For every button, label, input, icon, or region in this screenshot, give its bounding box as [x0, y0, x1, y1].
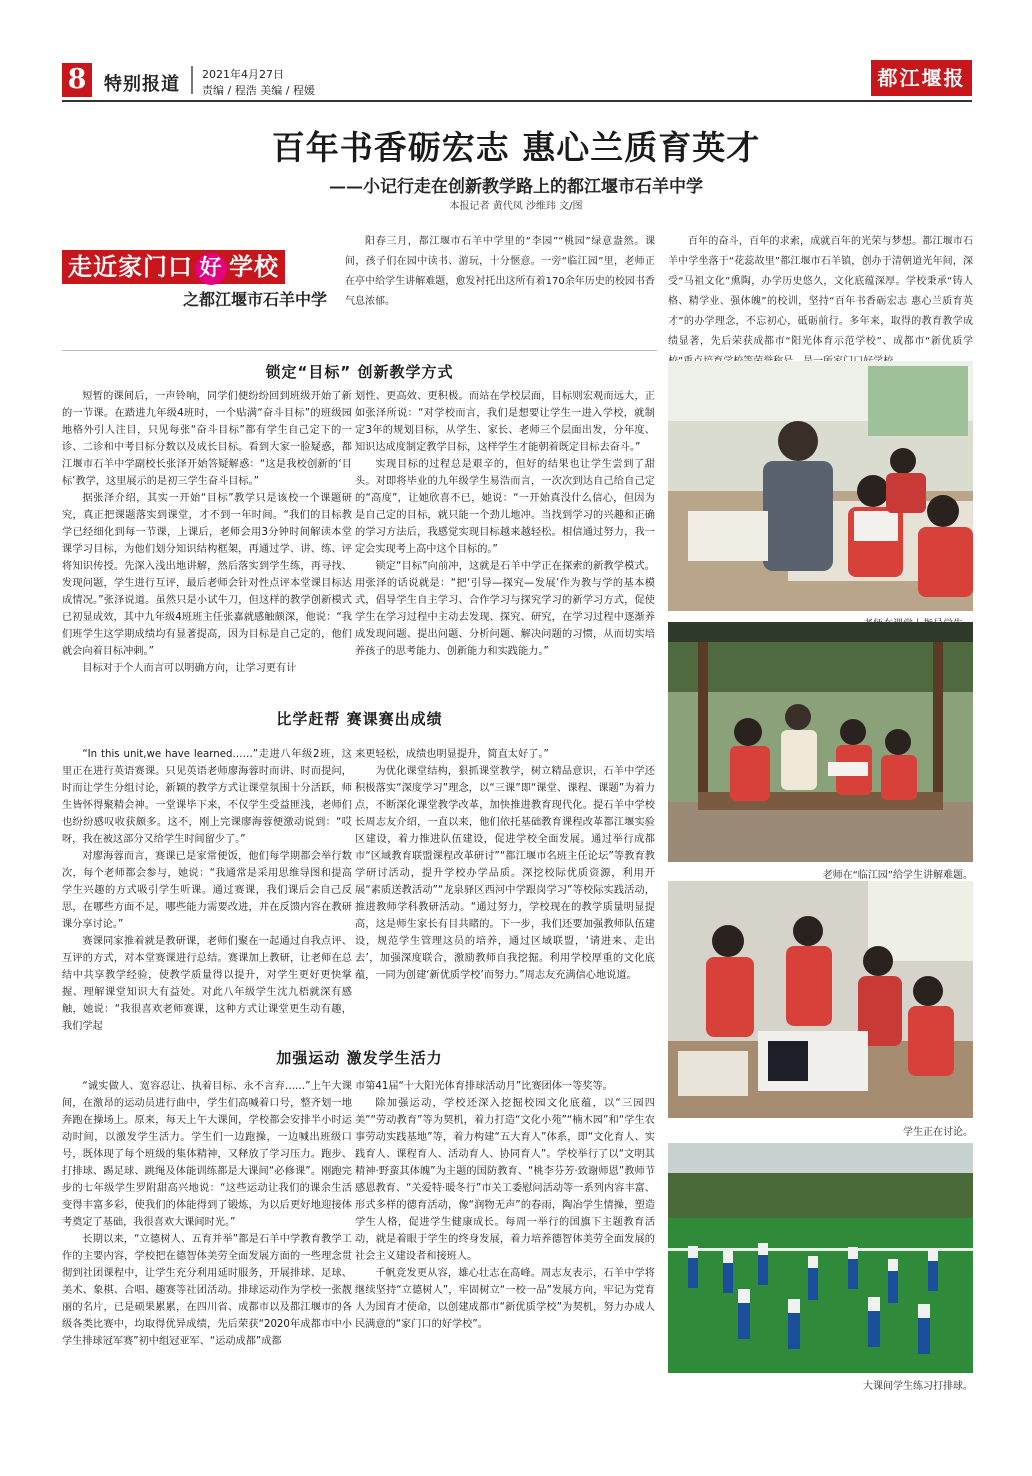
header-rule — [62, 100, 972, 102]
paragraph: 锁定“目标”向前冲，这就是石羊中学正在探索的新教学模式。用张泽的话说就是：“把‘引导—探究—发展’作为教与学的基本模式，倡导学生自主学习、合作学习与探究学习的新学习方式，促使学生在学习过程中主动去发现、探究、研究，在学习过程中逐渐养成发现问题、提出问题、分析问题、解决问题的习惯，从而切实培养孩子的思考能力、创新能力和实践能力。” — [355, 561, 655, 657]
byline: 本报记者 黄代凤 沙维玮 文/图 — [449, 201, 583, 212]
paragraph: 实现目标的过程总是艰辛的，但好的结果也让学生尝到了甜头。对即将毕业的九年级学生易浩而言，一次次到达自己给自己定的“高度”，让她欣喜不已，她说：“一开始真没什么信心，但因为是自己定的目标，就只能一个劲儿地冲。当找到学习的兴趣和正确的学习方法后，我感觉实现目标越来越轻松。相信通过努力，我一定会实现考上高中这个目标的。” — [355, 459, 655, 555]
banner-part2: 学校 — [229, 253, 279, 281]
intro-column-1 — [345, 232, 655, 312]
editors-credit: 责编 / 程浩 美编 / 程媛 — [202, 84, 315, 97]
paragraph: 千帆竞发更从容，雄心壮志在高峰。周志友表示，石羊中学将继续坚持“立德树人”，牢固树立“一校一品”发展方向，牢记为党育人为国育才使命，以创建成都市“新优质学校”为契机，努力办成人民满意的“家门口的好学校”。 — [355, 1268, 655, 1330]
paragraph: 市第41届“十大阳光体育排球活动月”比赛团体一等奖等。 — [355, 1081, 613, 1092]
photo-pavilion — [668, 622, 973, 862]
masthead-logo: 都江堰报 — [871, 60, 972, 96]
paragraph: 据张泽介绍，其实一开始“目标”教学只是该校一个课题研究，真正把课题落实到课堂，才不到一年时间。“我们的目标教学已经细化到每一节课，上课后，老师会用3分钟时间解读本堂课学习目标，为他们划分知识结构框架，再通过学、讲、练、评将知识传授。先深入浅出地讲解，然后落实到学生练，再寻找、发现问题，学生进行互评，最后老师会针对性点评本堂课目标达成情况。”张泽说道。虽然只是小试牛刀，但这样的教学创新模式已初显成效，其中九年级4班班主任张嘉就感触颇深，他说：“我们班学生这学期成绩均有显著提高，因为目标是自己定的，他们就会向着目标冲刺。” — [62, 493, 352, 657]
section-3-column-1 — [62, 1078, 352, 1382]
banner-part1: 走近家门口 — [68, 253, 193, 281]
section-3-column-2 — [355, 1078, 655, 1382]
photo-caption-3: 学生正在讨论。 — [903, 1127, 973, 1138]
paragraph: 来更轻松，成绩也明显提升，简直太好了。” — [355, 749, 549, 760]
intro-column-2 — [668, 232, 973, 372]
subheadline: ——小记行走在创新教学路上的都江堰市石羊中学 — [329, 177, 703, 197]
section-heading-1: 锁定“目标” 创新教学方式 — [265, 363, 454, 381]
paragraph: “诚实做人、宽容忍让、执着目标、永不言弃……”上午大课间，在激昂的运动员进行曲中，学生们高喊着口号，整齐划一地奔跑在操场上。原来，每天上午大课间，学校都会安排半小时运动时间，以激发学生活力。学生们一边跑操，一边喊出班级口号，既体现了每个班级的集体精神，又释放了学习压力。跑步、打排球、踢足球、跳绳及体能训练都是大课间“必修课”。刚跑完步的七年级学生罗附甜高兴地说：“这些运动让我们的课余生活变得丰富多彩，使我们的体能得到了锻炼，为以后更好地迎接体考奠定了基础，我很喜欢大课间时光。” — [62, 1081, 352, 1228]
section-heading-3: 加强运动 激发学生活力 — [276, 1049, 443, 1067]
paragraph: 目标对于个人而言可以明确方向，让学习更有计 — [82, 663, 297, 674]
paragraph: 赛课同家推着就是教研课，老师们聚在一起通过自我点评、互评的方式，对本堂赛课进行总结。赛课加上教研，让老师在总结中共享教学经验，使教学质量得以提升，对学生更好更快掌握、理解课堂知识大有益处。对此八年级学生沈九梧就深有感触，她说：“我很喜欢老师赛课，这种方式让课堂更生动有趣，我们学起 — [62, 936, 352, 1032]
paragraph: 除加强运动，学校还深入挖掘校园文化底蕴，以“三园四美”“劳动教育”等为契机，着力打造“文化小苑”“楠木园”和“学生农事劳动实践基地”等，着力构建“五大育人”体系，即“文化育人、实践育人、课程育人、活动育人、协同育人”。学校举行了以“文明其精神·野蛮其体魄”为主题的国防教育、“桃李芬芳·致谢师恩”教师节感恩教育、“关爱特·暖冬行”市关工委慰问活动等一系列内容丰富、形式多样的德育活动，像“润物无声”的春雨，陶冶学生情操，塑造学生人格，促进学生健康成长。每周一举行的国旗下主题教育活动，就是着眼于学生的终身发展，着力培养德智体美劳全面发展的社会主义建设者和接班人。 — [355, 1098, 655, 1262]
intro-paragraph: 百年的奋斗，百年的求索，成就百年的光荣与梦想。都江堰市石羊中学坐落于“花蕊故里”都江堰市石羊镇，创办于清朝道光年间，深受“马祖文化”熏陶，办学历史悠久，文化底蕴深厚。学校秉承“铸人格、精学业、强体魄”的校训，坚持“百年书香砺宏志 惠心兰质育英才”的办学理念，不忘初心，砥砺前行。多年来，取得的教育教学成绩显著，先后荣获成都市“阳光体育示范学校”、成都市“新优质学 — [668, 236, 973, 347]
photo-caption-4: 大课间学生练习打排球。 — [863, 1381, 973, 1392]
section-2-column-1 — [62, 746, 352, 1032]
banner-title — [62, 250, 285, 284]
paragraph: “In this unit,we have learned……”走进八年级2班，这里正在进行英语赛课。只见英语老师廖海蓉时而讲、时而提问，时而让学生分组讨论，新颖的教学方式让课堂氛围十分活跃，师生皆怀得聚精会神。一堂课毕下来，不仅学生受益匪浅，老师们也纷纷感叹收获颇多。这不，刚上完课廖海蓉便激动说到：“哎呀，我在被这部分又给学生时间留少了。” — [62, 749, 352, 845]
banner-highlight: 好 — [195, 253, 227, 285]
paragraph: 对廖海蓉而言，赛课已是家常便饭，他们每学期都会举行数次，每个老师都会参与，她说：“我通常是采用思维导图和提高学生兴趣的方式吸引学生听课。通过赛课，我们课后会自己反思，在哪些方面不足，哪些能力需要改进，并在反馈内容在教研课分享讨论。” — [62, 851, 352, 930]
divider — [62, 350, 657, 351]
section-1-column-1 — [62, 388, 352, 688]
issue-date: 2021年4月27日 — [202, 68, 284, 81]
photo-classroom-image — [668, 361, 973, 611]
banner-subtitle: 之都江堰市石羊中学 — [182, 290, 327, 309]
section-1-column-2 — [355, 388, 655, 688]
paragraph: 为优化课堂结构，狠抓课堂教学，树立精品意识，石羊中学还积极落实“深度学习”理念，以“三课”即“课堂、课程、课题”为着力点，不断深化课堂教学改革，加快推进教育现代化。提石羊中学校长周志友介绍，一直以来，他们依托基础教育课程改革都江堰实验区建设，着力推进队伍建设，促进学校全面发展。通过举行成都市“区域教育联盟课程改革研讨”“都江堰市名班主任论坛”等教育教学研讨活动，提升学校办学品质。深挖校际优质资源，利用开展“素质送教活动”“龙泉驿区西河中学跟岗学习”等校际实践活动，推进教师学科教研活动。“通过努力，学校现在的教学质量明显提高，这是师生家长有目共睹的。下一步，我们还要加强教师队伍建设，规范学生管理这员的培养，通过区域联盟，‘请进来、走出去’，加强深度联合，激励教师自我挖掘。利用学校厚重的文化底蕴，一同为创建‘新优质学校’而努力。”周志友充满信心地说道。 — [355, 766, 655, 981]
header-separator — [191, 66, 193, 94]
photo-discussion-image — [668, 881, 973, 1118]
page-number: 8 — [62, 63, 92, 97]
photo-discussion — [668, 881, 973, 1118]
photo-volleyball-image — [668, 1143, 973, 1373]
photo-pavilion-image — [668, 622, 973, 862]
paragraph: 划性、更高效、更积极。而站在学校层面，目标则宏观而远大，正如张泽所说：“对学校而言，我们是想要让学生一进入学校，就制定3年的规划目标，从学生、家长、老师三个层面出发，分年度、知识达成度制定教学目标，这样学生才能朝着既定目标去奋斗。” — [355, 391, 655, 453]
paragraph: 短暂的课间后，一声铃响，同学们便纷纷回到班级开始了新的一节课。在踏进九年级4班时，一个贴满“奋斗目标”的班级园地格外引人注目，只见每张“奋斗目标”都有学生自己定下的一诊、二诊和中考目标分数以及成长目标。看到大家一脸疑惑，都江堰市石羊中学副校长张泽开始答疑解惑：“这是我校创新的‘目标’教学，这里展示的是初三学生奋斗目标。” — [62, 391, 352, 487]
section-title: 特别报道 — [104, 74, 180, 95]
paragraph: 长期以来，“立德树人、五育并举”都是石羊中学教育教学工作的主要内容，学校把在德智体美劳全面发展方面的一些理念贯彻到社团课程中，让学生充分利用延时服务，开展排球、足球、美术、象棋、合唱、趣赛等社团活动。排球运动作为学校一张靓丽的名片，已是硕果累累，在四川省、成都市以及都江堰市的各级各类比赛中，均取得优异成绩，先后荣获“2020年成都市中小学生排球冠军赛”初中组冠亚军、“运动成都”成都 — [62, 1234, 352, 1347]
intro-paragraph: 阳春三月，都江堰市石羊中学里的“李园”“桃园”绿意盎然。课间，孩子们在园中读书、游玩，十分惬意。一旁“临江园”里，老师正在亭中给学生讲解难题，愈发衬托出这所有着170余年历史的校园书香气息浓郁。 — [345, 236, 655, 307]
section-2-column-2 — [355, 746, 655, 1032]
column-banner — [62, 250, 327, 309]
photo-volleyball — [668, 1143, 973, 1373]
photo-classroom — [668, 361, 973, 611]
photo-caption-2: 老师在“临江园”给学生讲解难题。 — [822, 870, 973, 881]
headline: 百年书香砺宏志 惠心兰质育英才 — [271, 128, 761, 167]
section-heading-2: 比学赶帮 赛课赛出成绩 — [276, 710, 443, 728]
